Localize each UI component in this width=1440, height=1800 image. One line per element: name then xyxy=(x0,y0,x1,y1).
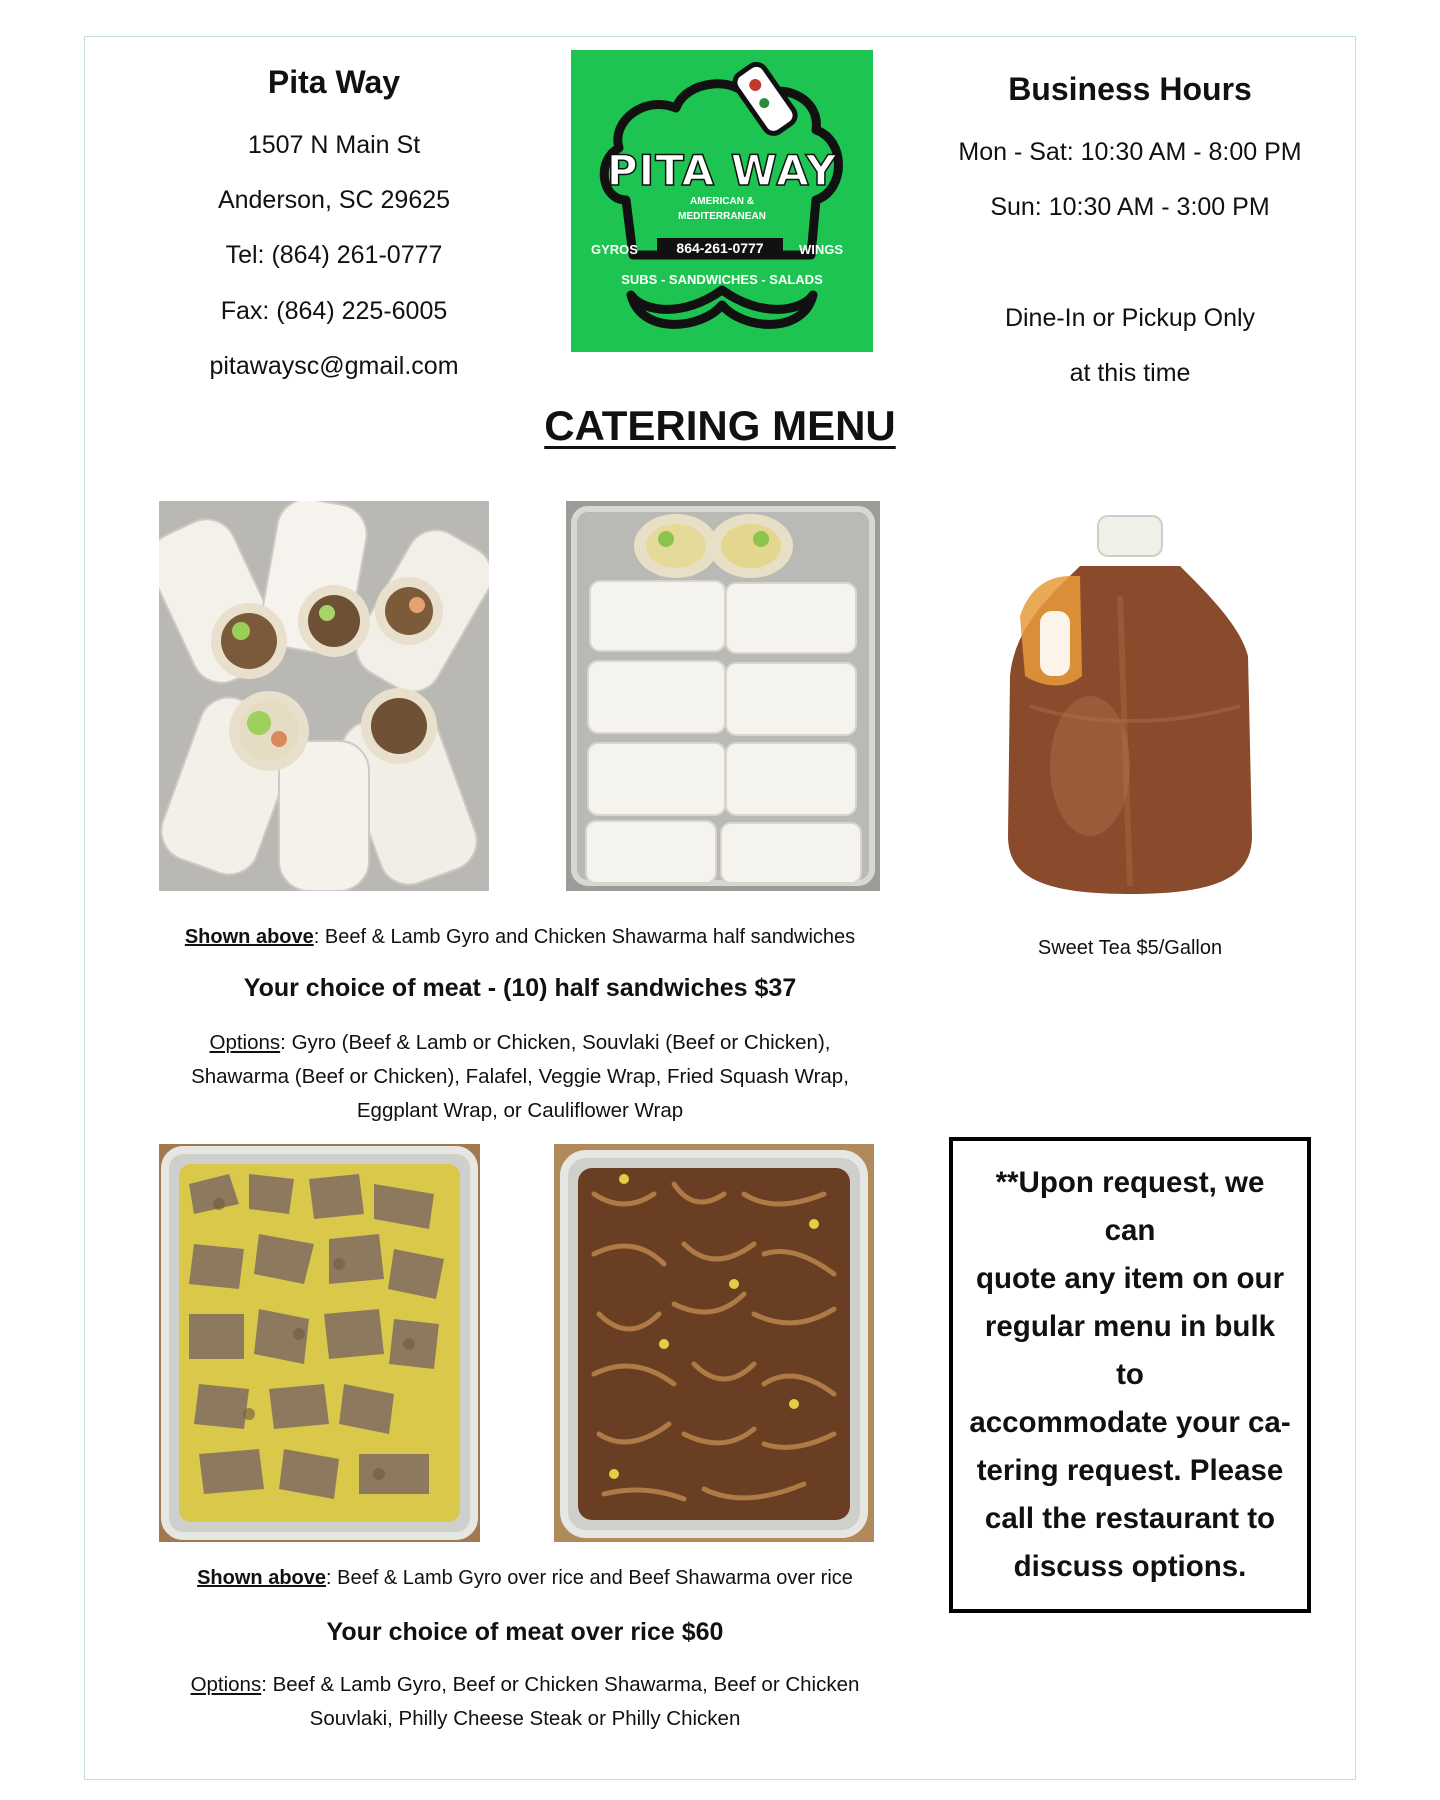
address-line1: 1507 N Main St xyxy=(247,131,421,159)
logo-phone: 864-261-0777 xyxy=(657,238,783,258)
sandwich-price: Your choice of meat - (10) half sandwiches $37 xyxy=(243,974,797,1002)
shawarma-tray-photo xyxy=(566,501,880,891)
sandwich-caption xyxy=(150,926,890,949)
logo-bottom-line: SUBS - SANDWICHES - SALADS xyxy=(621,272,823,287)
logo-name: PITA WAY xyxy=(606,146,838,195)
rice-options-text1: : Beef & Lamb Gyro, Beef or Chicken Shawarma, Beef or Chicken xyxy=(261,1673,860,1696)
notice-line: call the restaurant to xyxy=(984,1502,1276,1535)
fax-number: Fax: (864) 225-6005 xyxy=(220,297,448,325)
sandwich-options-text1: : Gyro (Beef & Lamb or Chicken, Souvlaki (Beef or Chicken), xyxy=(280,1031,831,1054)
service-note-line2: at this time xyxy=(1069,359,1191,387)
shawarma-rice-photo xyxy=(554,1144,874,1542)
sweet-tea-caption: Sweet Tea $5/Gallon xyxy=(1037,937,1223,959)
rice-caption xyxy=(150,1567,900,1590)
notice-line: regular menu in bulk to xyxy=(984,1310,1276,1391)
rice-options xyxy=(150,1668,900,1736)
gyro-rice-photo xyxy=(159,1144,480,1542)
rice-options-line1 xyxy=(150,1668,900,1702)
catering-menu-title-text: CATERING MENU xyxy=(544,402,896,449)
notice-text xyxy=(953,1159,1307,1591)
rice-caption-text: : Beef & Lamb Gyro over rice and Beef Shawarma over rice xyxy=(326,1567,853,1589)
logo-wings: WINGS xyxy=(799,242,844,257)
notice-line: tering request. Please xyxy=(976,1454,1284,1487)
sandwich-options-line3: Eggplant Wrap, or Cauliflower Wrap xyxy=(356,1099,684,1122)
notice-line: accommodate your ca- xyxy=(969,1406,1291,1439)
logo-tagline1: AMERICAN & xyxy=(690,196,754,207)
gyro-wraps-photo xyxy=(159,501,489,891)
hours-sunday: Sun: 10:30 AM - 3:00 PM xyxy=(990,193,1270,221)
sandwich-caption-label: Shown above xyxy=(184,926,314,948)
catering-menu-title xyxy=(0,402,1440,450)
notice-line: **Upon request, we can xyxy=(995,1166,1265,1247)
rice-price: Your choice of meat over rice $60 xyxy=(326,1618,724,1646)
notice-line: discuss options. xyxy=(1013,1550,1247,1583)
logo-tagline2: MEDITERRANEAN xyxy=(678,211,766,222)
service-note-line1: Dine-In or Pickup Only xyxy=(1004,304,1256,332)
rice-options-label: Options xyxy=(190,1673,262,1696)
sandwich-options-line1 xyxy=(150,1026,890,1060)
logo-gyros: GYROS xyxy=(591,242,638,257)
rice-caption-label: Shown above xyxy=(197,1567,326,1589)
notice-line: quote any item on our xyxy=(975,1262,1285,1295)
rice-options-line2: Souvlaki, Philly Cheese Steak or Philly Chicken xyxy=(309,1707,741,1730)
email-address: pitawaysc@gmail.com xyxy=(209,352,459,380)
restaurant-name: Pita Way xyxy=(267,64,401,100)
sandwich-options-label: Options xyxy=(209,1031,281,1054)
sandwich-caption-text: : Beef & Lamb Gyro and Chicken Shawarma half sandwiches xyxy=(313,926,856,948)
sweet-tea-photo xyxy=(970,506,1290,906)
hours-weekday: Mon - Sat: 10:30 AM - 8:00 PM xyxy=(958,138,1302,166)
hours-title: Business Hours xyxy=(1008,71,1252,107)
sandwich-options-line2: Shawarma (Beef or Chicken), Falafel, Veggie Wrap, Fried Squash Wrap, xyxy=(191,1065,849,1088)
bulk-catering-notice xyxy=(949,1137,1311,1613)
pita-way-logo xyxy=(571,50,873,352)
sandwich-options xyxy=(150,1026,890,1128)
address-line2: Anderson, SC 29625 xyxy=(217,186,451,214)
phone-number: Tel: (864) 261-0777 xyxy=(225,241,443,269)
